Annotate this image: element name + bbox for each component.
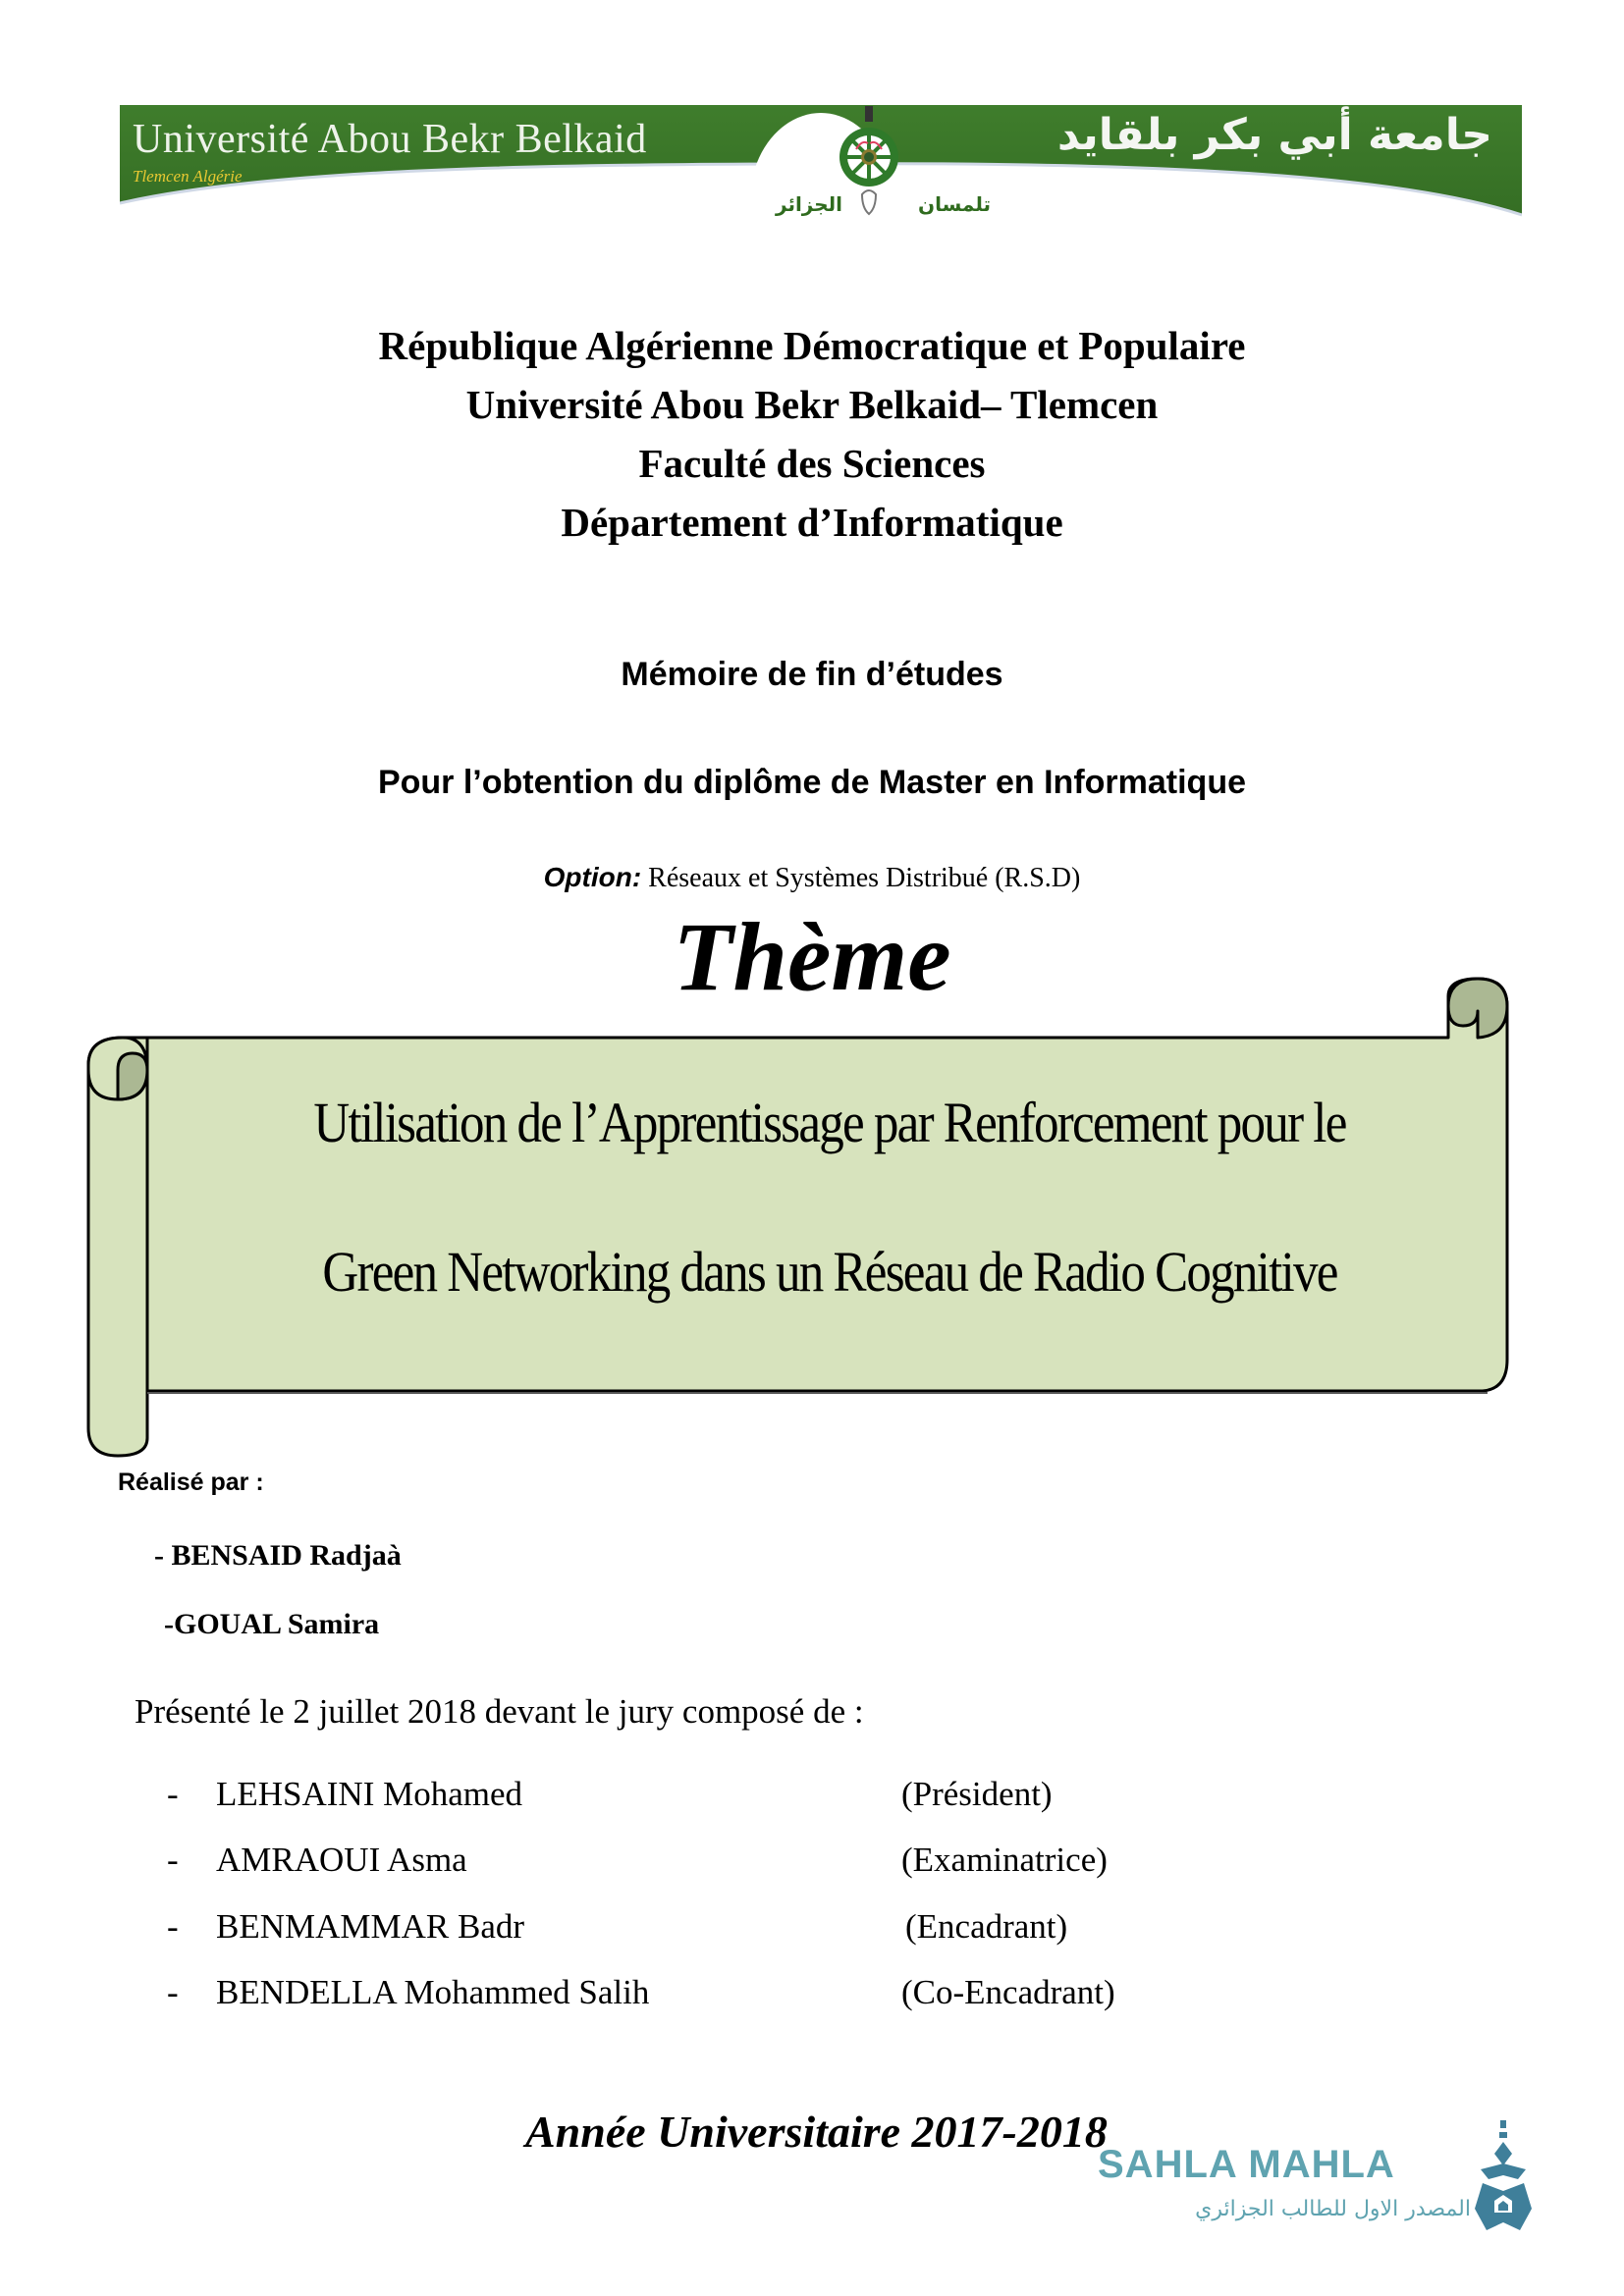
scroll-shape <box>83 977 1522 1458</box>
list-dash: - <box>167 1841 179 1879</box>
theme-heading: Thème <box>673 902 951 1011</box>
university-name-fr: Université Abou Bekr Belkaid <box>133 117 647 162</box>
jury-member <box>0 1841 1624 1890</box>
option-line <box>0 862 1624 894</box>
jury-member <box>0 1775 1624 1824</box>
author-2: -GOUAL Samira <box>164 1608 380 1640</box>
title-scroll <box>83 977 1522 1458</box>
list-dash: - <box>167 1775 179 1813</box>
sahla-mahla-brand: SAHLA MAHLA <box>1098 2143 1395 2186</box>
department-line: Département d’Informatique <box>561 500 1063 545</box>
list-dash: - <box>167 1907 179 1946</box>
faculty-line: Faculté des Sciences <box>638 441 986 486</box>
university-name-ar: جامعة أبي بكر بلقايد <box>1056 110 1492 160</box>
jury-role: (Co-Encadrant) <box>901 1973 1115 2011</box>
jury-name: AMRAOUI Asma <box>216 1841 467 1879</box>
city-ar: تلمسان <box>918 192 992 216</box>
option-value: Réseaux et Systèmes Distribué (R.S.D) <box>641 863 1081 893</box>
thesis-title-line-1: Utilisation de l’Apprentissage par Renforcement pour le <box>313 1091 1346 1154</box>
jury-member <box>0 1907 1624 1956</box>
jury-name: LEHSAINI Mohamed <box>216 1775 523 1813</box>
jury-role: (Encadrant) <box>905 1907 1068 1946</box>
country-ar: الجزائر <box>776 192 843 216</box>
university-line: Université Abou Bekr Belkaid– Tlemcen <box>465 382 1159 427</box>
location-fr: Tlemcen Algérie <box>133 167 243 186</box>
jury-role: (Examinatrice) <box>901 1841 1108 1879</box>
university-emblem-icon <box>835 106 903 222</box>
authors-label: Réalisé par : <box>118 1468 264 1496</box>
thesis-title-line-2: Green Networking dans un Réseau de Radio Cognitive <box>322 1240 1337 1304</box>
list-dash: - <box>167 1973 179 2011</box>
jury-role: (Président) <box>901 1775 1053 1813</box>
author-1: - BENSAID Radjaà <box>154 1539 402 1572</box>
sahla-mahla-tagline: المصدر الاول للطالب الجزائري <box>1195 2197 1471 2221</box>
republic-line: République Algérienne Démocratique et Populaire <box>378 323 1246 368</box>
jury-name: BENDELLA Mohammed Salih <box>216 1973 650 2011</box>
jury-member <box>0 1973 1624 2022</box>
thesis-purpose: Pour l’obtention du diplôme de Master en Informatique <box>377 764 1247 801</box>
option-label: Option: <box>543 862 642 892</box>
jury-intro: Présenté le 2 juillet 2018 devant le jury composé de : <box>135 1692 864 1731</box>
academic-year: Année Universitaire 2017-2018 <box>525 2107 1108 2157</box>
sahla-mahla-logo-icon <box>1473 2120 1542 2238</box>
thesis-type: Mémoire de fin d’études <box>621 656 1003 693</box>
jury-name: BENMAMMAR Badr <box>216 1907 525 1946</box>
